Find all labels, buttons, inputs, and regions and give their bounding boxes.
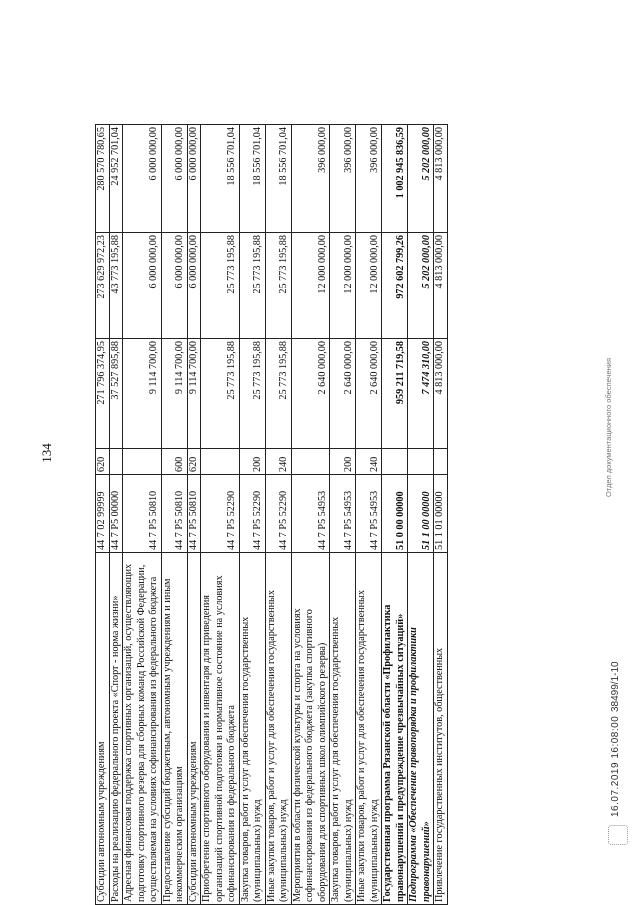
row-name: Подпрограмма «Обеспечение правопорядка и профилактики правонарушений» <box>408 553 434 905</box>
row-name: Субсидии автономным учреждениям <box>187 553 201 905</box>
row-sum-2021: 12 000 000,00 <box>356 233 382 339</box>
row-sum-2021: 6 000 000,00 <box>187 233 201 339</box>
table-row <box>265 125 291 905</box>
row-kcsr: 44 7 P5 54953 <box>330 475 356 553</box>
footer-department: Отдел документационного обеспечения <box>604 357 613 497</box>
row-sum-2022: 24 952 701,04 <box>109 125 123 233</box>
table-row <box>96 125 110 905</box>
row-sum-2020: 9 114 700,00 <box>187 339 201 449</box>
row-name: Субсидии автономным учреждениям <box>96 553 110 905</box>
row-kcsr: 44 7 02 99999 <box>96 475 110 553</box>
table-row <box>356 125 382 905</box>
row-sum-2020: 25 773 195,88 <box>201 339 240 449</box>
row-kcsr: 51 1 00 00000 <box>408 475 434 553</box>
table-row <box>239 125 265 905</box>
row-name: Привлечение государственных институтов, общественных <box>434 553 448 905</box>
row-kcsr: 44 7 P5 00000 <box>109 475 123 553</box>
row-vr: 240 <box>265 449 291 475</box>
row-vr: 600 <box>161 449 187 475</box>
table-row <box>123 125 162 905</box>
row-name: Приобретение спортивного оборудования и инвентаря для приведения организаций спортивной подготовки в нормативное состояние на условиях софинансирования из федерального бюджета <box>201 553 240 905</box>
seal-icon <box>608 825 628 845</box>
row-name: Адресная финансовая поддержка спортивных организаций, осуществляющих подготовку спортивного резерва для сборных команд Российской Федерации, осуществляемая на условиях софинансирования из федерального бюджета <box>123 553 162 905</box>
row-sum-2022: 18 556 701,04 <box>265 125 291 233</box>
row-vr: 200 <box>239 449 265 475</box>
table-row <box>109 125 123 905</box>
row-name: Иные закупки товаров, работ и услуг для обеспечения государственных (муниципальных) нужд <box>356 553 382 905</box>
row-name: Предоставление субсидий бюджетным, автономным учреждениям и иным некоммерческим организациям <box>161 553 187 905</box>
row-sum-2022: 396 000,00 <box>330 125 356 233</box>
table-row <box>434 125 448 905</box>
row-kcsr: 44 7 P5 52290 <box>201 475 240 553</box>
row-sum-2020: 7 474 310,00 <box>408 339 434 449</box>
row-sum-2022: 6 000 000,00 <box>187 125 201 233</box>
row-sum-2020: 25 773 195,88 <box>265 339 291 449</box>
footer-doc-number: 38499/1-10 <box>610 661 621 712</box>
row-vr <box>109 449 123 475</box>
row-name: Закупка товаров, работ и услуг для обеспечения государственных (муниципальных) нужд <box>330 553 356 905</box>
table-row <box>408 125 434 905</box>
table-row <box>187 125 201 905</box>
row-kcsr: 44 7 P5 50810 <box>161 475 187 553</box>
row-name: Расходы на реализацию федерального проекта «Спорт - норма жизни» <box>109 553 123 905</box>
row-sum-2021: 6 000 000,00 <box>161 233 187 339</box>
row-sum-2021: 4 813 000,00 <box>434 233 448 339</box>
row-sum-2020: 25 773 195,88 <box>239 339 265 449</box>
row-sum-2021: 273 629 972,23 <box>96 233 110 339</box>
row-vr <box>201 449 240 475</box>
footer-timestamp: 16.07.2019 16:08:00 <box>610 715 621 817</box>
row-sum-2020: 37 527 895,88 <box>109 339 123 449</box>
row-sum-2020: 2 640 000,00 <box>291 339 330 449</box>
table-row <box>161 125 187 905</box>
row-sum-2020: 271 796 374,95 <box>96 339 110 449</box>
row-kcsr: 44 7 P5 54953 <box>356 475 382 553</box>
row-sum-2022: 280 570 780,65 <box>96 125 110 233</box>
row-sum-2020: 9 114 700,00 <box>123 339 162 449</box>
row-kcsr: 44 7 P5 52290 <box>265 475 291 553</box>
row-sum-2021: 43 773 195,88 <box>109 233 123 339</box>
row-sum-2022: 4 813 000,00 <box>434 125 448 233</box>
row-sum-2022: 396 000,00 <box>291 125 330 233</box>
row-sum-2022: 6 000 000,00 <box>123 125 162 233</box>
budget-table-body <box>96 125 448 905</box>
footer <box>598 0 638 905</box>
row-vr: 620 <box>96 449 110 475</box>
table-row <box>201 125 240 905</box>
row-vr <box>408 449 434 475</box>
row-kcsr: 51 1 01 00000 <box>434 475 448 553</box>
row-vr <box>434 449 448 475</box>
row-sum-2021: 25 773 195,88 <box>265 233 291 339</box>
row-vr: 200 <box>330 449 356 475</box>
row-sum-2021: 972 602 799,26 <box>382 233 408 339</box>
row-vr <box>382 449 408 475</box>
row-sum-2020: 959 211 719,58 <box>382 339 408 449</box>
row-sum-2021: 25 773 195,88 <box>201 233 240 339</box>
row-sum-2022: 5 202 000,00 <box>408 125 434 233</box>
row-vr <box>291 449 330 475</box>
table-row <box>382 125 408 905</box>
row-sum-2020: 9 114 700,00 <box>161 339 187 449</box>
table-row <box>291 125 330 905</box>
row-vr: 240 <box>356 449 382 475</box>
row-sum-2021: 12 000 000,00 <box>330 233 356 339</box>
row-kcsr: 44 7 P5 50810 <box>187 475 201 553</box>
page-number: 134 <box>39 443 54 463</box>
budget-table <box>95 124 448 905</box>
row-sum-2021: 25 773 195,88 <box>239 233 265 339</box>
row-kcsr: 44 7 P5 50810 <box>123 475 162 553</box>
row-sum-2022: 18 556 701,04 <box>201 125 240 233</box>
row-name: Мероприятия в области физической культуры и спорта на условиях софинансирования из федерального бюджета (закупка спортивного оборудования для спортивных школ олимпийского резерва) <box>291 553 330 905</box>
row-sum-2022: 6 000 000,00 <box>161 125 187 233</box>
row-kcsr: 44 7 P5 54953 <box>291 475 330 553</box>
row-sum-2020: 4 813 000,00 <box>434 339 448 449</box>
row-sum-2022: 1 002 945 836,59 <box>382 125 408 233</box>
row-name: Иные закупки товаров, работ и услуг для обеспечения государственных (муниципальных) нужд <box>265 553 291 905</box>
table-row <box>330 125 356 905</box>
row-vr: 620 <box>187 449 201 475</box>
row-sum-2022: 18 556 701,04 <box>239 125 265 233</box>
row-sum-2022: 396 000,00 <box>356 125 382 233</box>
row-sum-2021: 5 202 000,00 <box>408 233 434 339</box>
row-sum-2020: 2 640 000,00 <box>330 339 356 449</box>
row-kcsr: 44 7 P5 52290 <box>239 475 265 553</box>
row-sum-2021: 6 000 000,00 <box>123 233 162 339</box>
row-name: Государственная программа Рязанской области «Профилактика правонарушений и предупреждение чрезвычайных ситуаций» <box>382 553 408 905</box>
row-kcsr: 51 0 00 00000 <box>382 475 408 553</box>
row-name: Закупка товаров, работ и услуг для обеспечения государственных (муниципальных) нужд <box>239 553 265 905</box>
row-sum-2021: 12 000 000,00 <box>291 233 330 339</box>
row-sum-2020: 2 640 000,00 <box>356 339 382 449</box>
row-vr <box>123 449 162 475</box>
